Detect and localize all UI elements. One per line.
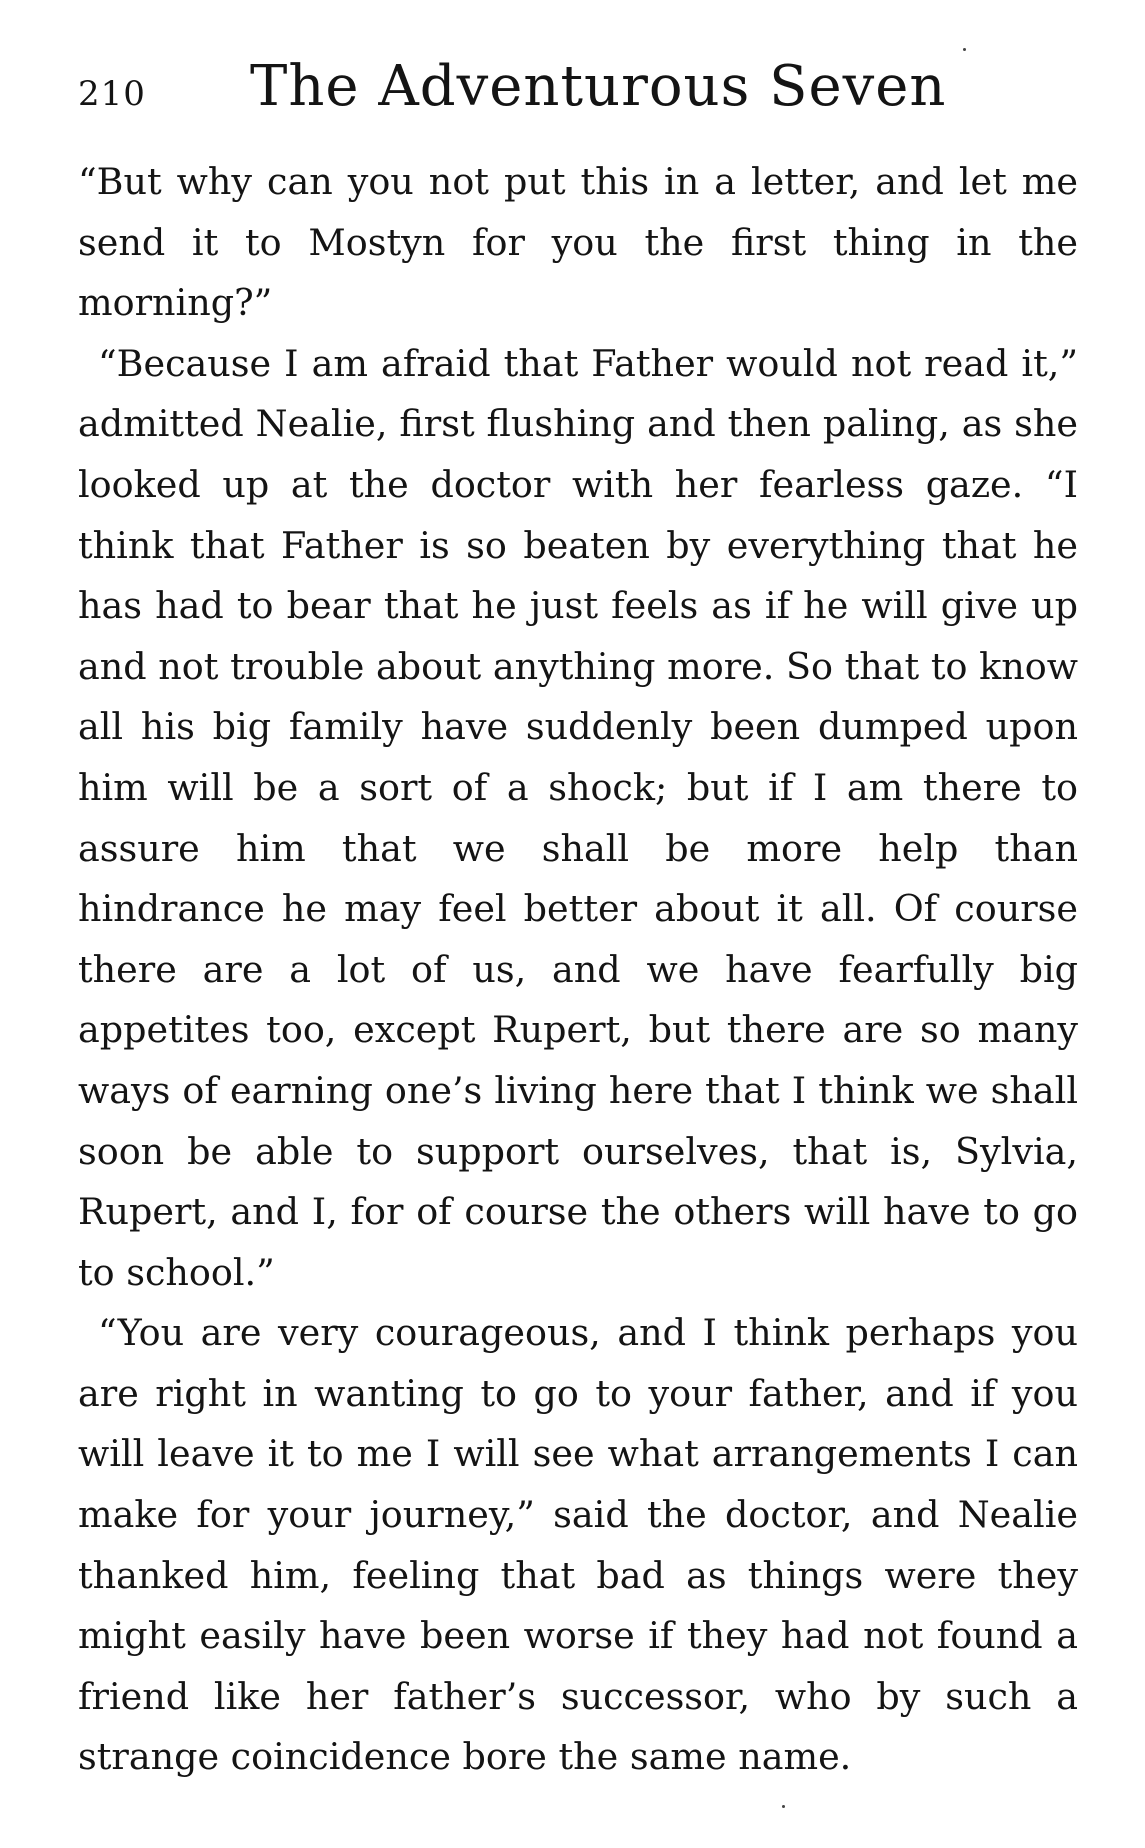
body-text bbox=[78, 152, 1078, 1788]
ink-speck bbox=[782, 1805, 785, 1808]
paragraph-1: “But why can you not put this in a letter, and let me send it to Mostyn for you the first thing in the morning?” bbox=[78, 160, 1078, 325]
running-title: The Adventurous Seven bbox=[250, 54, 947, 119]
page-header bbox=[78, 54, 1078, 124]
paragraph-3: “You are very courageous, and I think perhaps you are right in wanting to go to your father, and if you will leave it to me I will see what arrangements I can make for your journey,” said the doctor, and Nealie thanked him, feeling that bad as things were they might easily have been worse if they had not found a friend like her father’s successor, who by such a strange coincidence bore the same name. bbox=[78, 1311, 1078, 1779]
page-number: 210 bbox=[78, 74, 146, 114]
paragraph-2: “Because I am afraid that Father would not read it,” admitted Nealie, first flushing and then paling, as she looked up at the doctor with her fearless gaze. “I think that Father is so beaten by everything that he has had to bear that he just feels as if he will give up and not trouble about anything more. So that to know all his big family have suddenly been dumped upon him will be a sort of a shock; but if I am there to assure him that we shall be more help than hindrance he may feel better about it all. Of course there are a lot of us, and we have fearfully big appetites too, except Rupert, but there are so many ways of earning one’s living here that I think we shall soon be able to support ourselves, that is, Sylvia, Rupert, and I, for of course the others will have to go to school.” bbox=[78, 341, 1078, 1294]
ink-speck bbox=[963, 48, 966, 51]
